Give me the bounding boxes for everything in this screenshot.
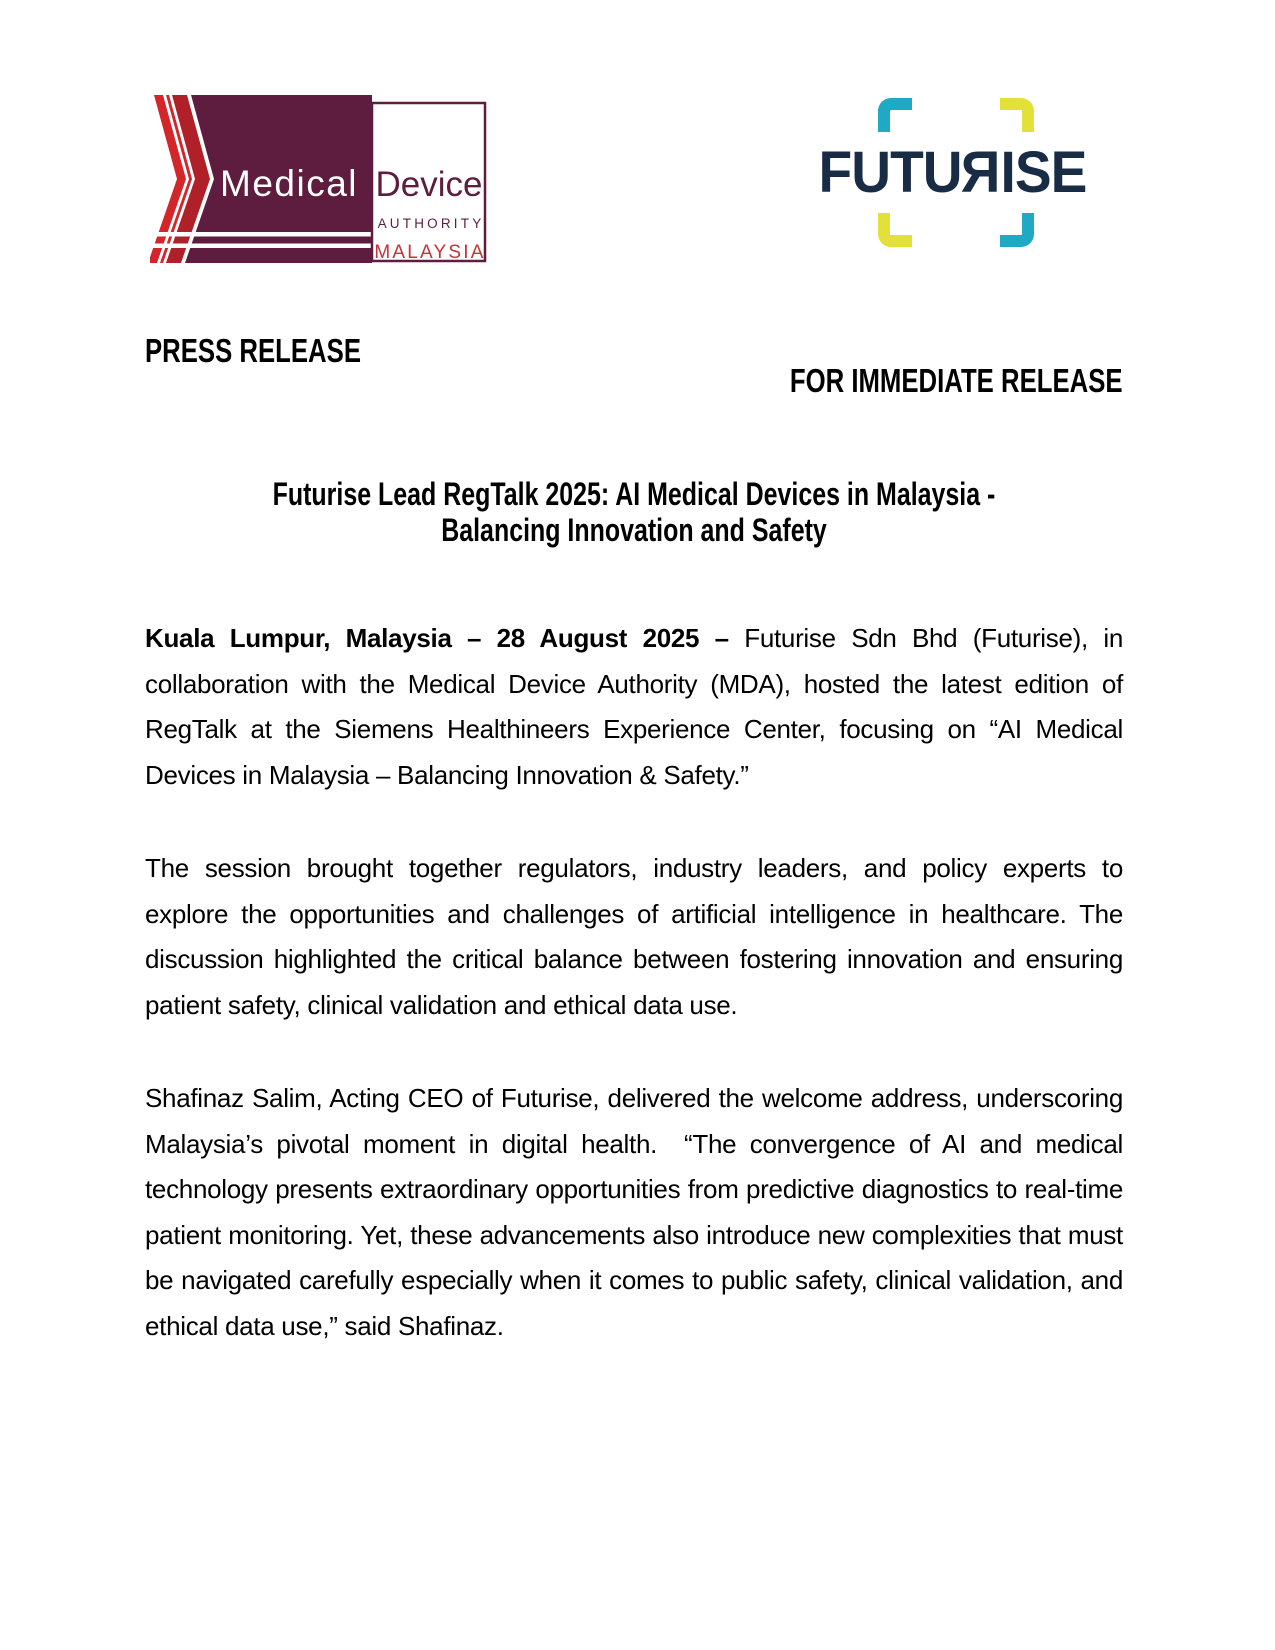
- paragraph-shafinaz-quote: Shafinaz Salim, Acting CEO of Futurise, delivered the welcome address, underscoring Malaysia’s pivotal moment in digital health. “The convergence of AI and medical technology presents extraordinary opportunities from predictive diagnostics to real-time patient monitoring. Yet, these advancements also introduce new complexities that must be navigated carefully especially when it comes to public safety, clinical validation, and ethical data use,” said Shafinaz.: [145, 1083, 1123, 1341]
- futurise-wordmark: [812, 140, 1092, 205]
- for-immediate-release-heading: FOR IMMEDIATE RELEASE: [790, 362, 1123, 399]
- futurise-bracket-top-left-icon: [878, 98, 912, 132]
- futurise-bracket-bottom-left-icon: [878, 213, 912, 247]
- futurise-logo: [805, 92, 1100, 250]
- dateline-bold: Kuala Lumpur, Malaysia – 28 August 2025 –: [145, 623, 729, 653]
- press-release-heading: PRESS RELEASE: [145, 332, 361, 369]
- paragraph-session: The session brought together regulators, industry leaders, and policy experts to explore the opportunities and challenges of artificial intelligence in healthcare. The discussion highlighted the critical balance between fostering innovation and ensuring patient safety, clinical validation and ethical data use.: [145, 853, 1123, 1020]
- mda-white-line-lower: [150, 244, 372, 249]
- mda-text-device: Device: [375, 165, 483, 204]
- dateline-rest: Futurise Sdn Bhd (Futurise), in collaboration with the Medical Device Authority (MDA), hosted the latest edition of RegTalk at the Siemens Healthineers Experience Center, focusing on “AI Medical Devices in Malaysia – Balancing Innovation & Safety.”: [145, 623, 1123, 790]
- mda-text-medical: Medical: [220, 163, 358, 204]
- futurise-bracket-top-right-icon: [1000, 98, 1034, 132]
- futurise-wordmark-part1: FUTU: [818, 140, 962, 205]
- document-title-line2: Balancing Innovation and Safety: [441, 512, 827, 548]
- document-title: [253, 476, 1016, 548]
- mda-text-authority: AUTHORITY: [377, 216, 485, 231]
- document-title-line1: Futurise Lead RegTalk 2025: AI Medical Devices in Malaysia -: [272, 476, 996, 512]
- document-body: [145, 616, 1123, 1397]
- mda-white-line-upper: [150, 232, 372, 237]
- mda-logo: [150, 95, 488, 263]
- paragraph-dateline: [145, 616, 1123, 798]
- mda-logo-graphic: [150, 95, 488, 263]
- futurise-reversed-r: R: [961, 140, 1001, 205]
- mda-text-malaysia: MALAYSIA: [374, 242, 486, 263]
- futurise-bracket-bottom-right-icon: [1000, 213, 1034, 247]
- futurise-wordmark-part2: ISE: [1000, 140, 1087, 205]
